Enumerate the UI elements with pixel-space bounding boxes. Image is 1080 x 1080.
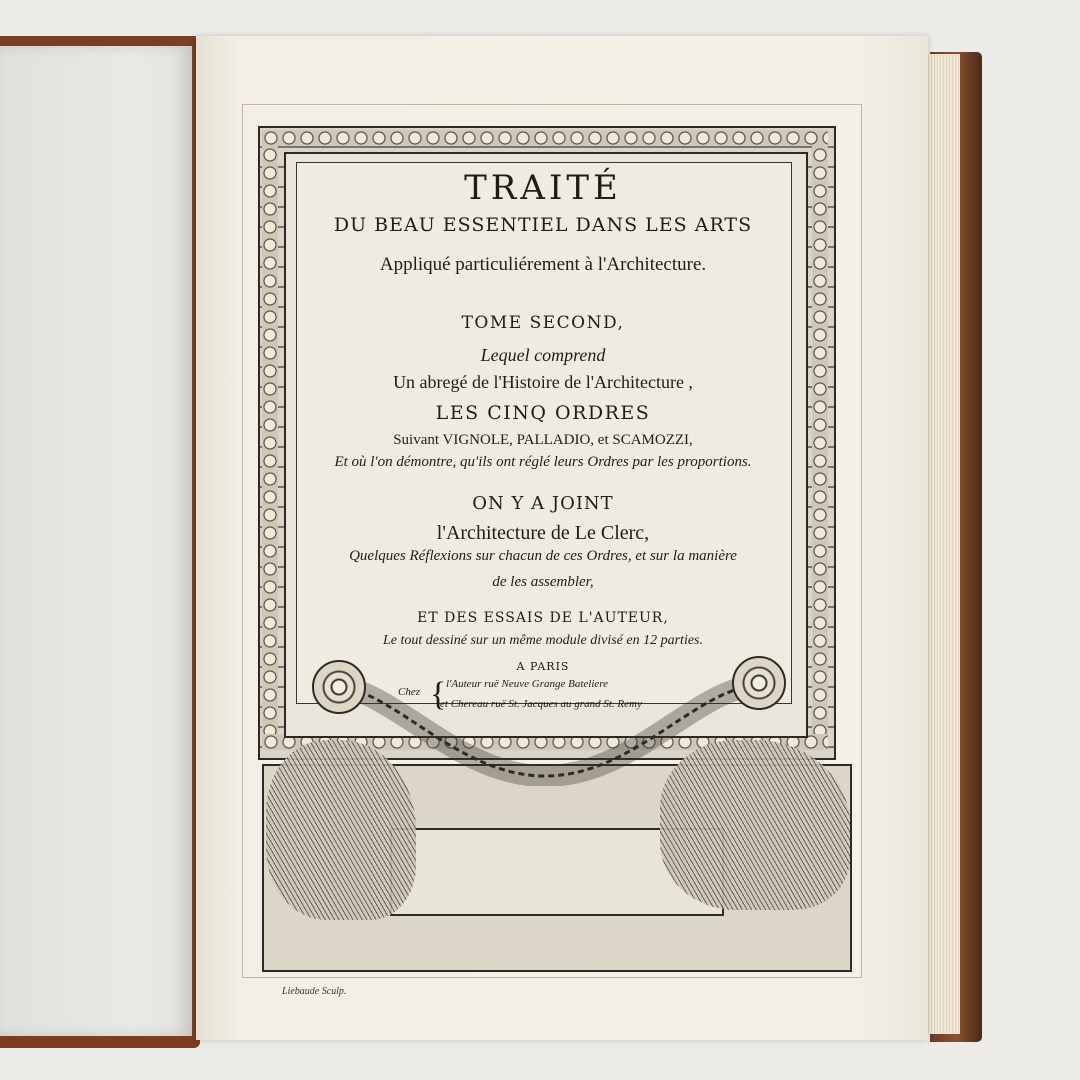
ordres-heading: LES CINQ ORDRES — [435, 402, 651, 424]
egg-and-dart-right — [812, 146, 828, 734]
subtitle-line-1: DU BEAU ESSENTIEL DANS LES ARTS — [333, 214, 753, 236]
volume-label: TOME SECOND, — [461, 313, 625, 333]
egg-and-dart-left — [262, 146, 278, 734]
leclerc-line: l'Architecture de Le Clerc, — [436, 522, 650, 544]
engraver-signature: Liebaude Sculp. — [282, 986, 347, 997]
left-endpaper — [0, 46, 192, 1036]
imprint-address-1: l'Auteur ruë Neuve Grange Bateliere — [446, 678, 609, 690]
abrege-line: Un abregé de l'Histoire de l'Architecture , — [393, 372, 693, 392]
egg-and-dart-top — [262, 130, 828, 146]
imprint-brace: { — [430, 676, 447, 713]
lequel-line: Lequel comprend — [480, 345, 606, 365]
essais-heading: ET DES ESSAIS DE L'AUTEUR, — [417, 610, 669, 626]
subtitle-line-2: Appliqué particuliérement à l'Architecture. — [379, 254, 707, 275]
suivant-line: Suivant VIGNOLE, PALLADIO, et SCAMOZZI, — [393, 432, 693, 448]
quelques-line: Quelques Réflexions sur chacun de ces Ordres, et sur la manière — [349, 548, 737, 564]
book-title: TRAITÉ — [464, 168, 622, 208]
imprint-address-2: et Chereau ruë St. Jacques au grand St. Remy — [440, 698, 642, 710]
imprint-city: A PARIS — [516, 660, 570, 673]
on-y-a-joint-heading: ON Y A JOINT — [472, 493, 614, 514]
et-ou-line: Et où l'on démontre, qu'ils ont réglé leurs Ordres par les proportions. — [334, 454, 752, 470]
assembler-line: de les assembler, — [492, 574, 594, 590]
tout-line: Le tout dessiné sur un même module divisé en 12 parties. — [382, 633, 703, 648]
imprint-chez: Chez — [398, 686, 420, 698]
